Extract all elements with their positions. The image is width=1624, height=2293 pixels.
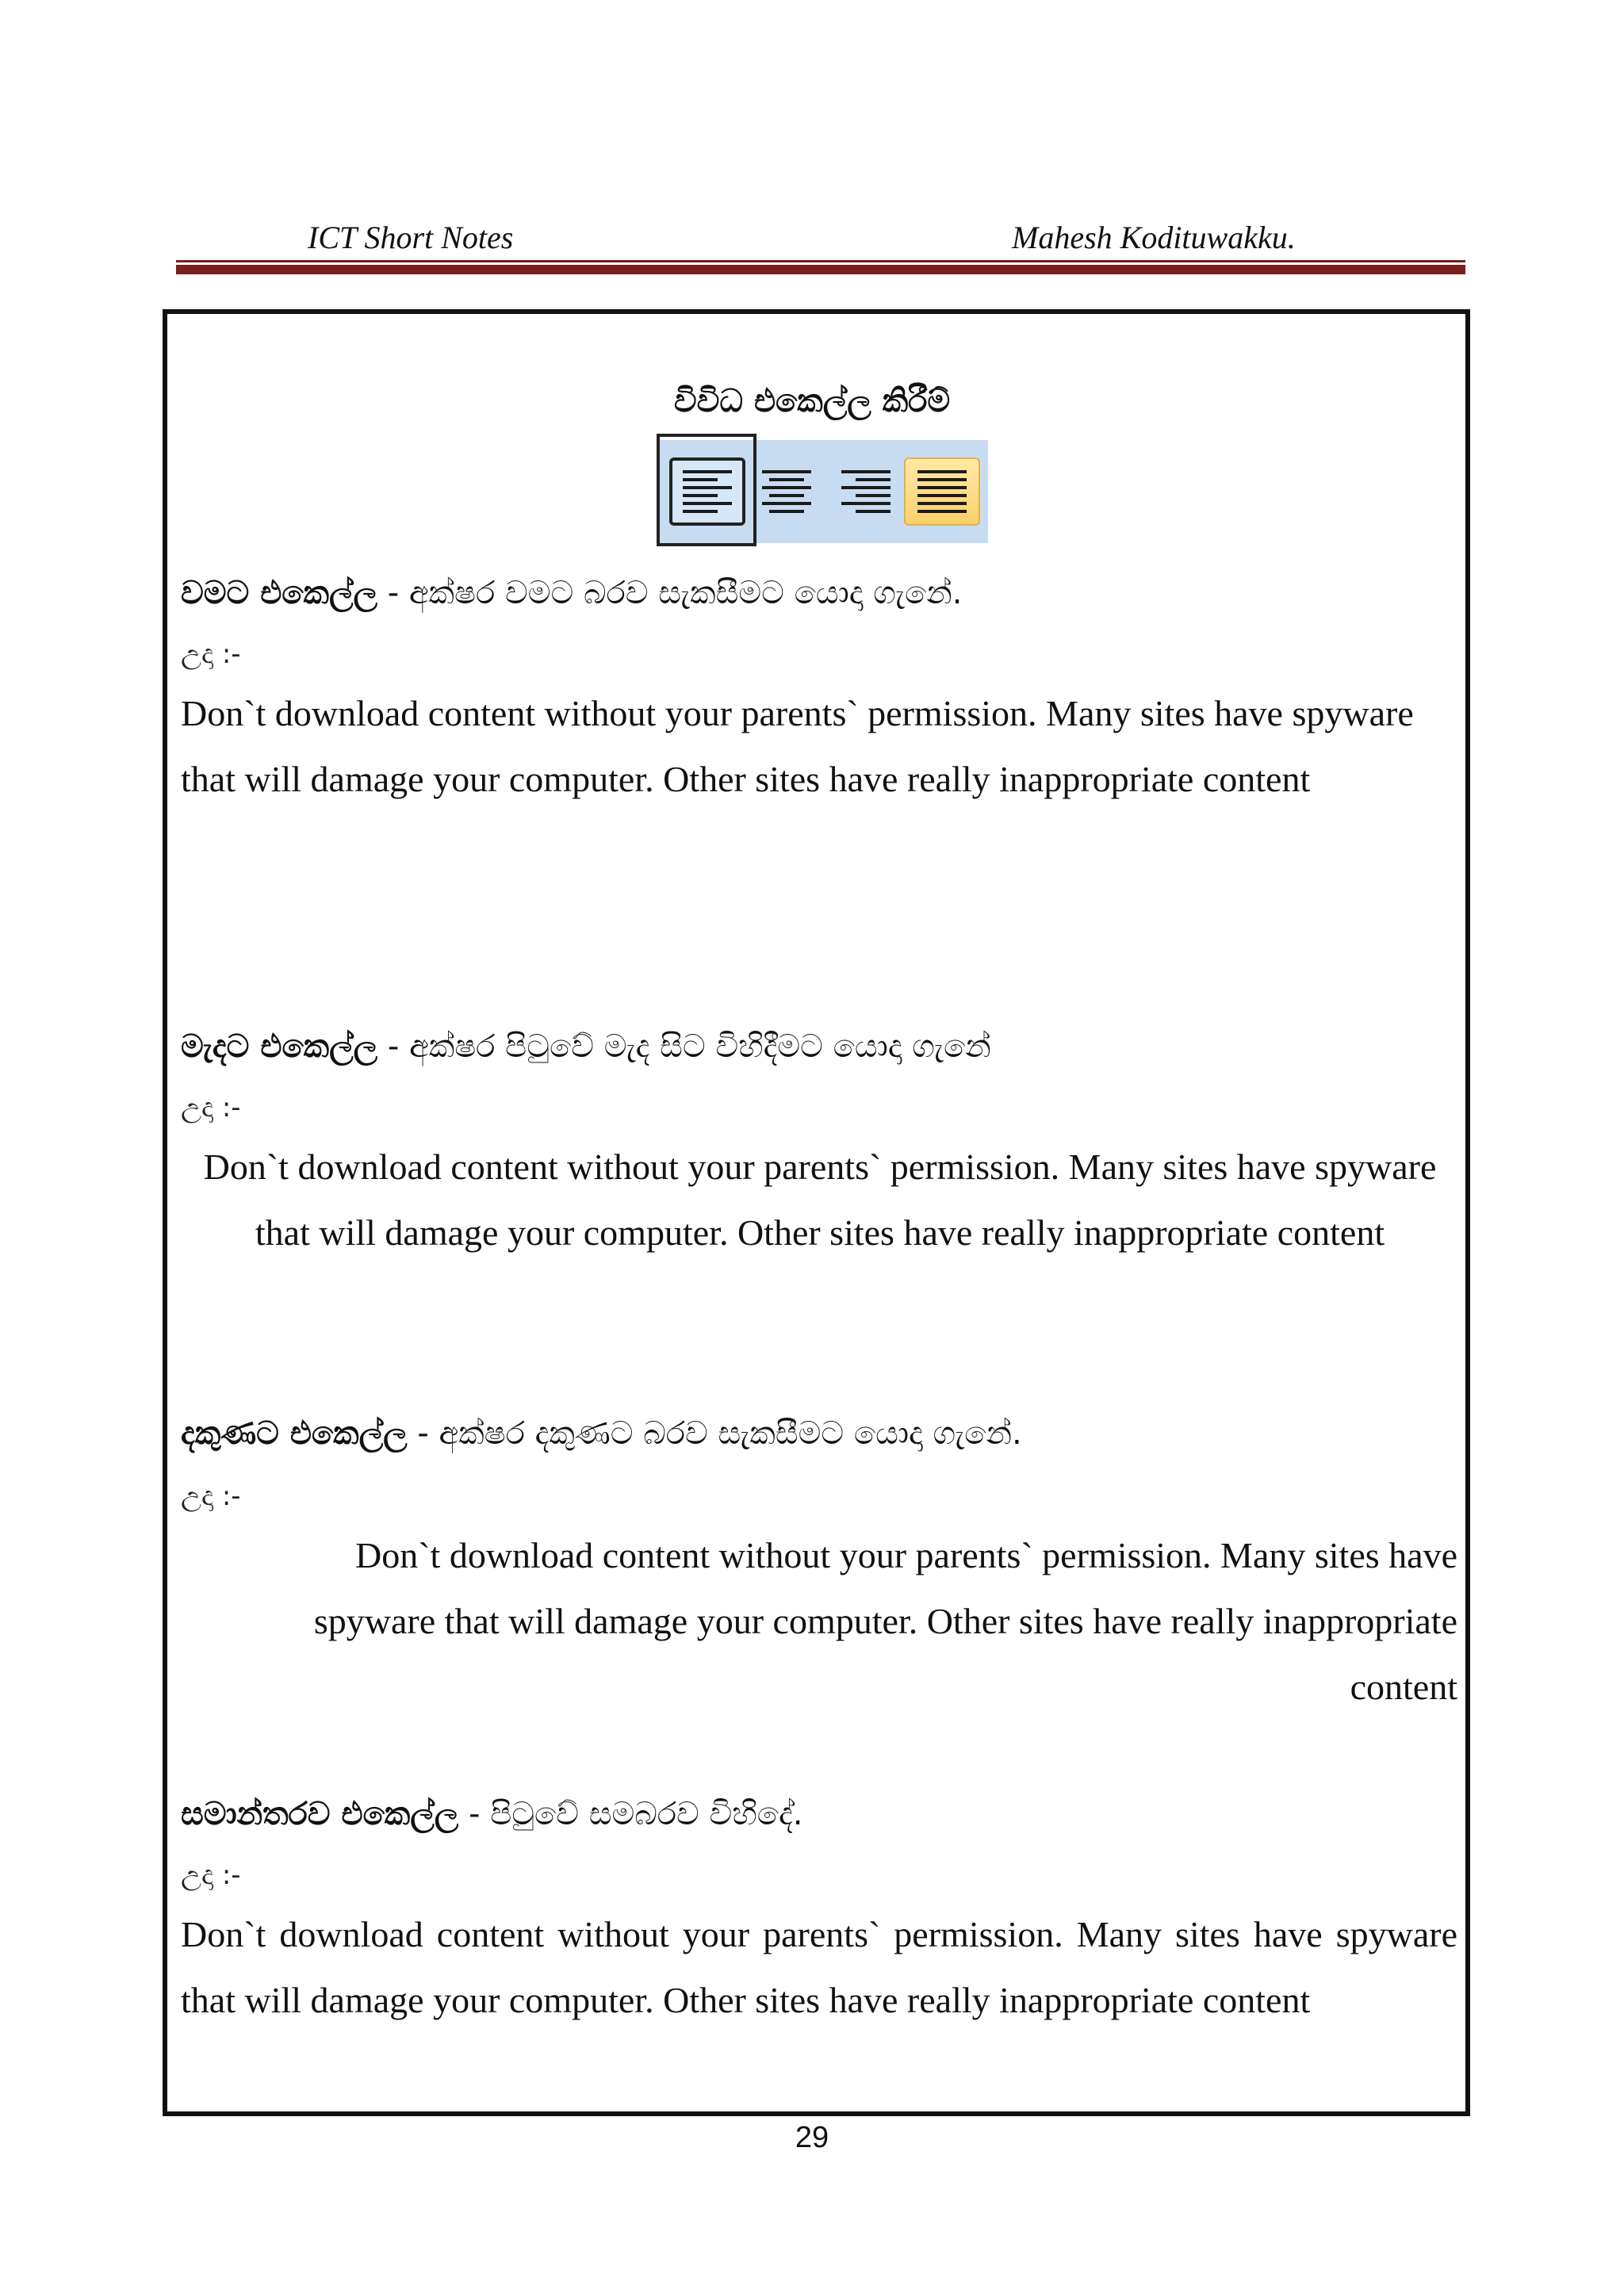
example-label: උදා :- bbox=[181, 638, 241, 670]
page-number: 29 bbox=[795, 2121, 829, 2154]
align-left-button[interactable] bbox=[669, 457, 745, 526]
header-author: Mahesh Kodituwakku. bbox=[1012, 220, 1296, 255]
alignment-toolbar bbox=[658, 440, 988, 543]
justified-paragraph: Don`t download content without your parents` permission. Many sites have spyware that will damage your computer. Other sites have really inappropriate content bbox=[181, 1914, 1457, 2020]
right-align-heading bbox=[181, 1410, 1022, 1457]
header-rule-thin bbox=[176, 260, 1465, 262]
justify-button[interactable] bbox=[904, 457, 980, 526]
justify-icon bbox=[917, 469, 967, 515]
align-right-icon bbox=[841, 469, 891, 515]
header-rule-thick bbox=[176, 265, 1465, 274]
align-center-icon bbox=[762, 469, 811, 515]
header-title: ICT Short Notes bbox=[308, 220, 514, 255]
section-term: දකුණට එකෙල්ල bbox=[181, 1415, 408, 1452]
example-label: උදා :- bbox=[181, 1092, 241, 1124]
left-aligned-paragraph: Don`t download content without your parents` permission. Many sites have spyware that will damage your computer. Other sites have really inappropriate content bbox=[181, 693, 1414, 799]
center-align-heading bbox=[181, 1023, 991, 1070]
section-desc: - අක්ෂර පිටුවේ මැද සිට විහිදීමට යොදා ගැනේ bbox=[377, 1028, 991, 1065]
section-desc: - පිටුවේ සමබරව විහිදේ. bbox=[458, 1796, 803, 1832]
justify-heading bbox=[181, 1790, 802, 1838]
center-aligned-paragraph: Don`t download content without your parents` permission. Many sites have spyware that will damage your computer. Other sites have really inappropriate content bbox=[203, 1146, 1437, 1253]
align-right-button[interactable] bbox=[828, 457, 904, 526]
section-term: වමට එකෙල්ල bbox=[181, 575, 378, 611]
section-desc: - අක්ෂර දකුණට බරව සැකසීමට යොදා ගැනේ. bbox=[407, 1415, 1022, 1452]
section-desc: - අක්ෂර වමට බරව සැකසීමට යොදා ගැනේ. bbox=[377, 575, 963, 611]
example-label: උදා :- bbox=[181, 1480, 241, 1512]
left-align-heading bbox=[181, 569, 962, 617]
right-aligned-paragraph: Don`t download content without your parents` permission. Many sites have spyware that will damage your computer. Other sites have really inappropriate content bbox=[313, 1535, 1457, 1707]
section-term: සමාන්තරව එකෙල්ල bbox=[181, 1796, 459, 1832]
align-center-button[interactable] bbox=[749, 457, 825, 526]
section-term: මැදට එකෙල්ල bbox=[181, 1028, 378, 1065]
align-left-icon bbox=[683, 469, 732, 515]
page-title: විවිධ එකෙල්ල කිරීම් bbox=[673, 383, 951, 419]
example-label: උදා :- bbox=[181, 1859, 241, 1891]
